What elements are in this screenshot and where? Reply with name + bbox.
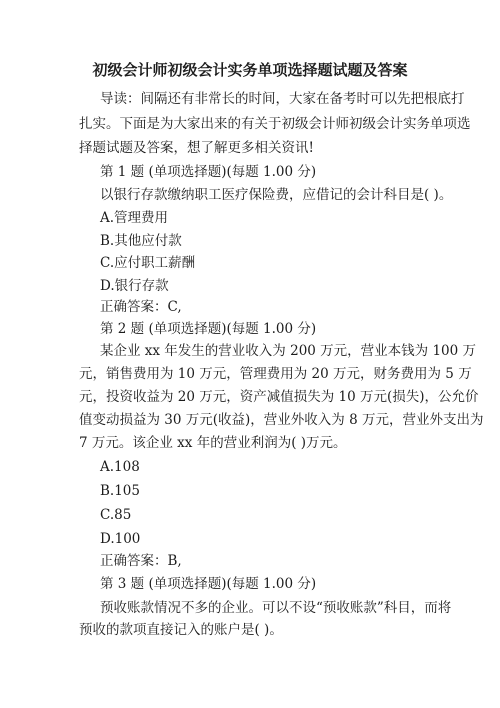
question-2-stem-line-4: 值变动损益为 30 万元(收益)，营业外收入为 8 万元，营业外支出为 xyxy=(79,412,484,428)
question-1-answer: 正确答案：C, xyxy=(100,299,182,315)
question-2-answer: 正确答案：B, xyxy=(100,553,182,569)
question-2-stem-line-5: 7 万元。该企业 xx 年的营业利润为( )万元。 xyxy=(79,435,347,451)
question-2-option-b: B.105 xyxy=(100,483,140,499)
question-2-option-d: D.100 xyxy=(100,531,141,547)
question-2-option-a: A.108 xyxy=(100,459,140,475)
question-3-stem-line-2: 预收的款项直接记入的账户是( )。 xyxy=(79,622,283,638)
intro-line-1: 导读：间隔还有非常长的时间，大家在备考时可以先把根底打 xyxy=(100,91,465,107)
question-1-option-b: B.其他应付款 xyxy=(100,233,182,249)
question-3-header: 第 3 题 (单项选择题)(每题 1.00 分) xyxy=(100,576,317,592)
document-title: 初级会计师初级会计实务单项选择题试题及答案 xyxy=(92,61,408,79)
question-2-stem-line-1: 某企业 xx 年发生的营业收入为 200 万元，营业本钱为 100 万 xyxy=(100,343,477,359)
question-2-stem-line-2: 元，销售费用为 10 万元，管理费用为 20 万元，财务费用为 5 万 xyxy=(79,366,472,382)
question-2-option-c: C.85 xyxy=(100,507,132,523)
question-2-header: 第 2 题 (单项选择题)(每题 1.00 分) xyxy=(100,321,317,337)
intro-line-2: 扎实。下面是为大家出来的有关于初级会计师初级会计实务单项选 xyxy=(79,116,471,132)
question-3-stem-line-1: 预收账款情况不多的企业。可以不设“预收账款”科目，而将 xyxy=(100,600,452,616)
question-1-option-d: D.银行存款 xyxy=(100,278,169,294)
question-1-option-a: A.管理费用 xyxy=(100,210,169,226)
question-1-header: 第 1 题 (单项选择题)(每题 1.00 分) xyxy=(100,164,317,180)
question-1-stem: 以银行存款缴纳职工医疗保险费，应借记的会计科目是( )。 xyxy=(100,187,453,203)
question-1-option-c: C.应付职工薪酬 xyxy=(100,255,196,271)
intro-line-3: 择题试题及答案，想了解更多相关资讯! xyxy=(79,140,314,156)
question-2-stem-line-3: 元，投资收益为 20 万元，资产减值损失为 10 万元(损失)，公允价 xyxy=(79,389,479,405)
